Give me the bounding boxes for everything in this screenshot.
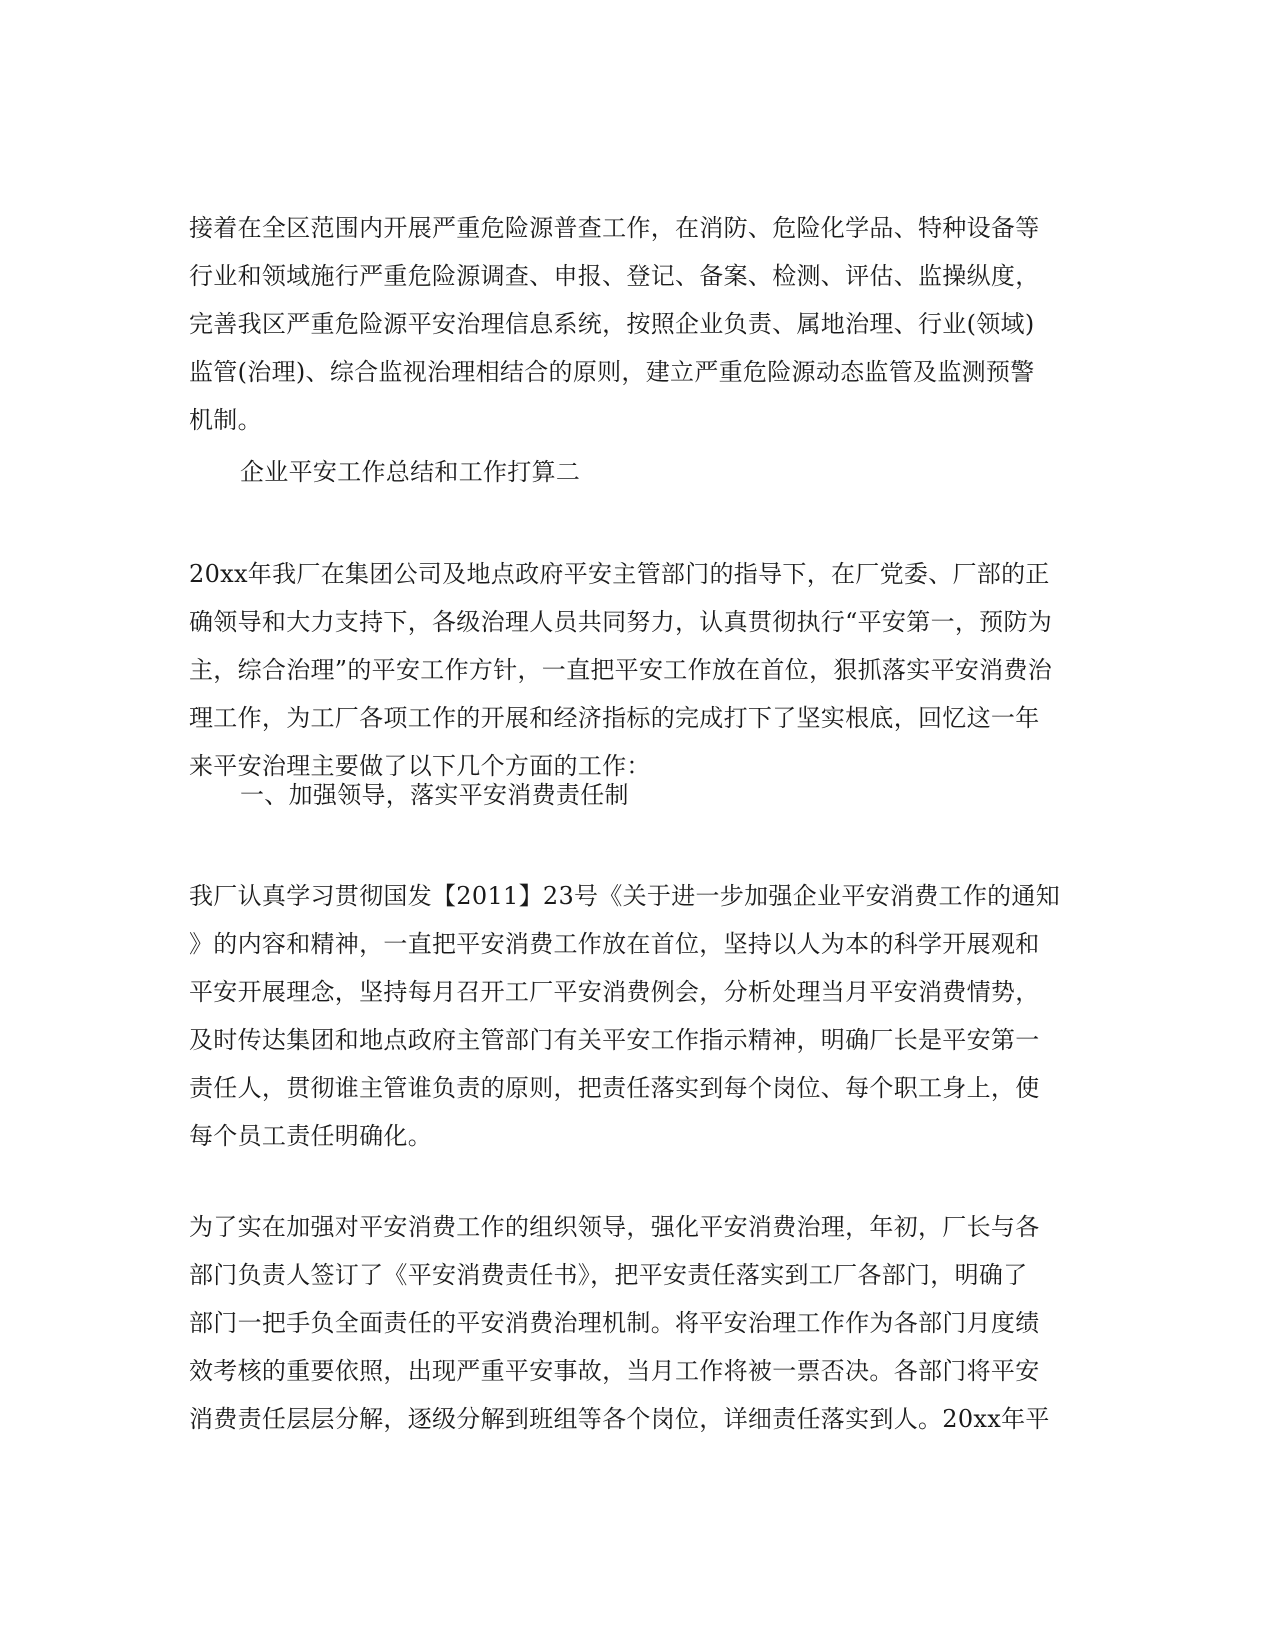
text-line: 来平安治理主要做了以下几个方面的工作： (189, 752, 651, 780)
text-line: 行业和领域施行严重危险源调查、申报、登记、备案、检测、评估、监操纵度， (189, 262, 1040, 290)
text-line: 机制。 (189, 406, 262, 434)
text-line: 确领导和大力支持下，各级治理人员共同努力，认真贯彻执行“平安第一，预防为 (189, 608, 1053, 636)
section-heading: 企业平安工作总结和工作打算二 (240, 458, 581, 486)
text-line: 》的内容和精神，一直把平安消费工作放在首位，坚持以人为本的科学开展观和 (189, 930, 1040, 958)
text-line: 部门负责人签订了《平安消费责任书》，把平安责任落实到工厂各部门，明确了 (189, 1261, 1028, 1289)
text-line: 为了实在加强对平安消费工作的组织领导，强化平安消费治理，年初，厂长与各 (189, 1213, 1040, 1241)
text-line: 平安开展理念，坚持每月召开工厂平安消费例会，分析处理当月平安消费情势， (189, 978, 1040, 1006)
paragraph-hazard-survey (189, 204, 1089, 444)
text-line: 理工作，为工厂各项工作的开展和经济指标的完成打下了坚实根底，回忆这一年 (189, 704, 1040, 732)
text-line: 监管(治理)、综合监视治理相结合的原则，建立严重危险源动态监管及监测预警 (189, 358, 1035, 386)
section-title (189, 448, 1089, 496)
text-line: 我厂认真学习贯彻国发【2011】23号《关于进一步加强企业平安消费工作的通知 (189, 882, 1061, 910)
text-line: 及时传达集团和地点政府主管部门有关平安工作指示精神，明确厂长是平安第一 (189, 1026, 1040, 1054)
text-line: 效考核的重要依照，出现严重平安事故，当月工作将被一票否决。各部门将平安 (189, 1357, 1040, 1385)
paragraph-annual-summary (189, 550, 1089, 790)
text-line: 每个员工责任明确化。 (189, 1122, 432, 1150)
text-line: 责任人，贯彻谁主管谁负责的原则，把责任落实到每个岗位、每个职工身上，使 (189, 1074, 1040, 1102)
text-line: 部门一把手负全面责任的平安消费治理机制。将平安治理工作作为各部门月度绩 (189, 1309, 1040, 1337)
subsection-title (189, 771, 1089, 819)
text-line: 接着在全区范围内开展严重危险源普查工作，在消防、危险化学品、特种设备等 (189, 214, 1040, 242)
text-line: 完善我区严重危险源平安治理信息系统，按照企业负责、属地治理、行业(领域) (189, 310, 1035, 338)
text-line: 20xx年我厂在集团公司及地点政府平安主管部门的指导下，在厂党委、厂部的正 (189, 560, 1050, 588)
paragraph-responsibility-system (189, 872, 1089, 1160)
paragraph-responsibility-letter (189, 1203, 1089, 1443)
subsection-heading: 一、加强领导，落实平安消费责任制 (240, 781, 629, 809)
text-line: 主，综合治理”的平安工作方针，一直把平安工作放在首位，狠抓落实平安消费治 (189, 656, 1053, 684)
text-line: 消费责任层层分解，逐级分解到班组等各个岗位，详细责任落实到人。20xx年平 (189, 1405, 1050, 1433)
